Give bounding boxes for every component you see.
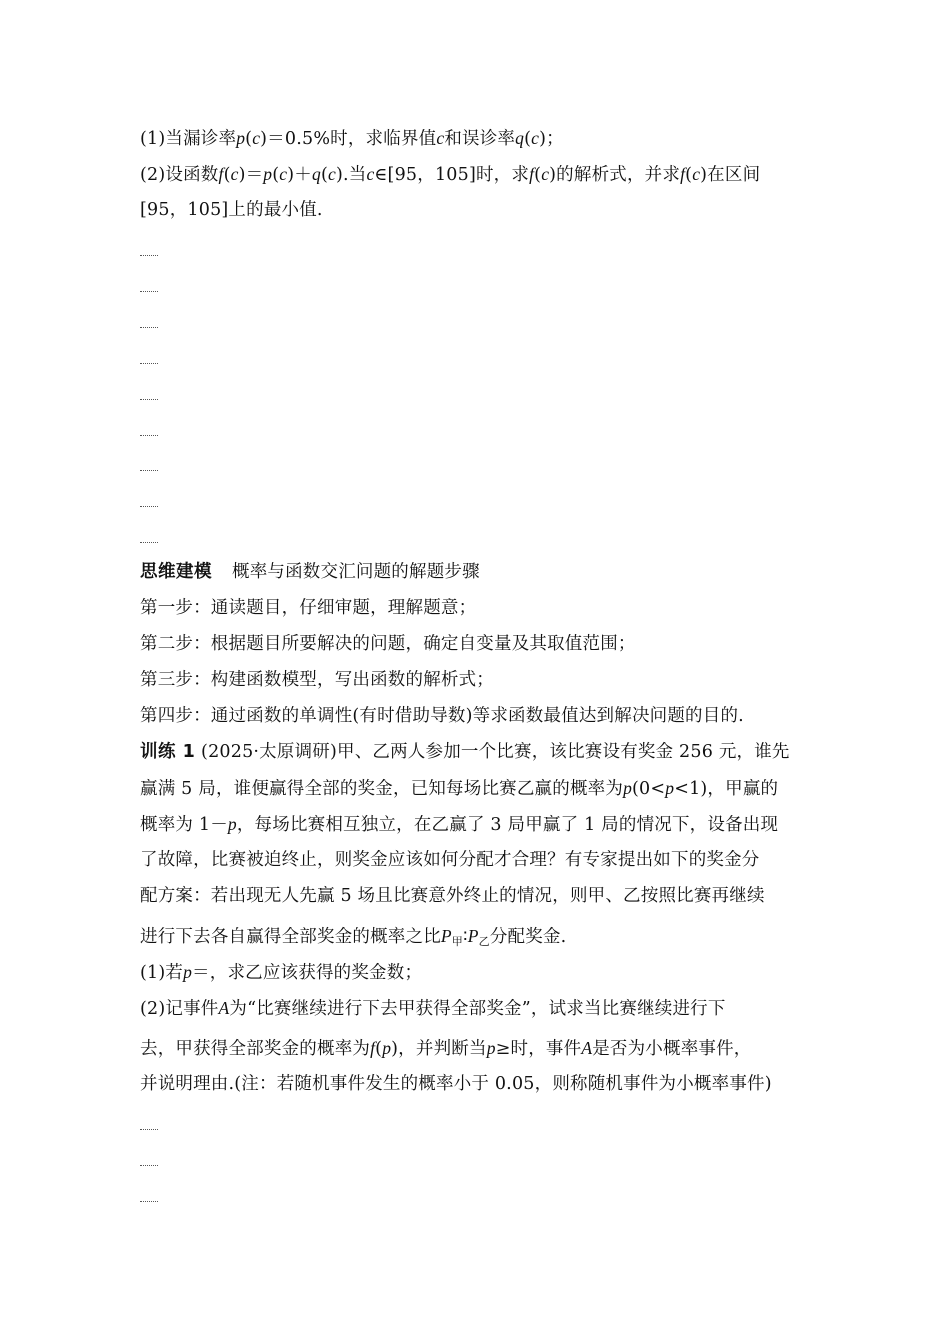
answer-blank-line (140, 506, 158, 507)
text: )，并判断当 (391, 1039, 487, 1059)
var-c: c (252, 128, 261, 148)
training-line-5: 配方案：若出现无人先赢 5 场且比赛意外终止的情况，则甲、乙按照比赛再继续 (140, 886, 765, 906)
text: )； (539, 129, 564, 149)
part-label: (2) (140, 165, 166, 185)
text: ≥时，事件 (495, 1039, 582, 1059)
training-question-1 (140, 961, 820, 984)
training-question-2-line-3: 并说明理由.(注：若随机事件发生的概率小于 0.05，则称随机事件为小概率事件) (140, 1074, 772, 1094)
subscript-jia: 甲 (451, 935, 463, 948)
var-q: q (311, 164, 321, 184)
answer-blank-line (140, 1165, 158, 1166)
var-f: f (218, 164, 224, 184)
var-c: c (531, 128, 540, 148)
text: 分配奖金. (489, 927, 567, 947)
text: 去，甲获得全部奖金的概率为 (140, 1039, 371, 1059)
training-line-1 (140, 741, 820, 763)
var-c: c (366, 164, 375, 184)
answer-blank-line (140, 327, 158, 328)
text: ，每场比赛相互独立，在乙赢了 3 局甲赢了 1 局的情况下，设备出现 (236, 815, 779, 835)
training-line-2 (140, 777, 820, 800)
text: ( (524, 129, 532, 149)
var-p: p (486, 1038, 496, 1058)
var-c: c (692, 164, 701, 184)
step-1: 第一步：通读题目，仔细审题，理解题意； (140, 598, 477, 618)
step-3: 第三步：构建函数模型，写出函数的解析式； (140, 670, 494, 690)
text: ( (245, 129, 253, 149)
training-question-2-line-2 (140, 1037, 820, 1060)
answer-blank-line (140, 435, 158, 436)
var-f: f (680, 164, 686, 184)
problem-part-2-line-2: [95，105]上的最小值. (140, 200, 323, 220)
var-p: p (382, 1038, 392, 1058)
thinking-model-heading (140, 561, 820, 583)
var-P: P (467, 926, 479, 946)
text: (0< (632, 779, 666, 799)
text: ).当 (335, 165, 367, 185)
part-label: (1) (140, 129, 166, 149)
var-c: c (327, 164, 336, 184)
answer-blank-line (140, 1129, 158, 1130)
var-p: p (263, 164, 273, 184)
text: ＝，求乙应该获得的奖金数； (192, 963, 423, 983)
answer-blank-line (140, 363, 158, 364)
ratio-colon: ∶ (463, 927, 468, 947)
text: ( (223, 165, 231, 185)
text: 进行下去各自赢得全部奖金的概率之比 (140, 927, 441, 947)
var-A: A (581, 1038, 593, 1058)
text: 和误诊率 (444, 129, 516, 149)
text: 是否为小概率事件， (592, 1039, 752, 1059)
var-A: A (218, 998, 230, 1018)
answer-blank-line (140, 542, 158, 543)
var-p: p (623, 778, 633, 798)
text: 赢满 5 局，谁便赢得全部的奖金，已知每场比赛乙赢的概率为 (140, 779, 624, 799)
var-c: c (541, 164, 550, 184)
text: ( (375, 1039, 383, 1059)
text: )在区间 (700, 165, 761, 185)
var-c: c (279, 164, 288, 184)
text: )＋ (287, 165, 312, 185)
text: ( (320, 165, 328, 185)
training-line-4: 了故障，比赛被迫终止，则奖金应该如何分配才合理？有专家提出如下的奖金分 (140, 850, 760, 870)
text: ( (534, 165, 542, 185)
subscript-yi: 乙 (478, 935, 490, 948)
var-p: p (665, 778, 675, 798)
problem-part-1 (140, 127, 820, 150)
text: )＝ (238, 165, 264, 185)
answer-blank-line (140, 470, 158, 471)
text: )＝0.5%时，求临界值 (260, 129, 437, 149)
text: <1)，甲赢的 (674, 779, 779, 799)
text: (2)记事件 (140, 999, 219, 1019)
answer-blank-line (140, 399, 158, 400)
training-line-3 (140, 813, 820, 836)
answer-blank-line (140, 255, 158, 256)
text: ∈[95，105]时，求 (374, 165, 530, 185)
text: 为“比赛继续进行下去甲获得全部奖金”，试求当比赛继续进行下 (229, 999, 726, 1019)
training-question-2 (140, 997, 820, 1020)
training-line-6 (140, 925, 820, 953)
var-q: q (515, 128, 525, 148)
var-p: p (236, 128, 246, 148)
var-f: f (529, 164, 535, 184)
var-f: f (370, 1038, 376, 1058)
text: 设函数 (165, 165, 219, 185)
text: ( (685, 165, 693, 185)
text: ( (272, 165, 280, 185)
step-4: 第四步：通过函数的单调性(有时借助导数)等求函数最值达到解决问题的目的. (140, 706, 744, 726)
var-P: P (440, 926, 452, 946)
var-p: p (227, 814, 237, 834)
text: )的解析式，并求 (549, 165, 681, 185)
text: 概率为 1－ (140, 815, 228, 835)
var-p: p (183, 962, 193, 982)
var-c: c (436, 128, 445, 148)
step-2: 第二步：根据题目所要解决的问题，确定自变量及其取值范围； (140, 634, 636, 654)
section-heading: 思维建模 (140, 562, 212, 582)
text: 当漏诊率 (165, 129, 237, 149)
answer-blank-line (140, 291, 158, 292)
problem-part-2 (140, 163, 820, 186)
text: (2025·太原调研)甲、乙两人参加一个比赛，该比赛设有奖金 256 元，谁先 (201, 742, 790, 762)
section-title: 概率与函数交汇问题的解题步骤 (232, 562, 480, 582)
text: (1)若 (140, 963, 184, 983)
training-label: 训练 1 (140, 742, 196, 762)
var-c: c (230, 164, 239, 184)
answer-blank-line (140, 1201, 158, 1202)
